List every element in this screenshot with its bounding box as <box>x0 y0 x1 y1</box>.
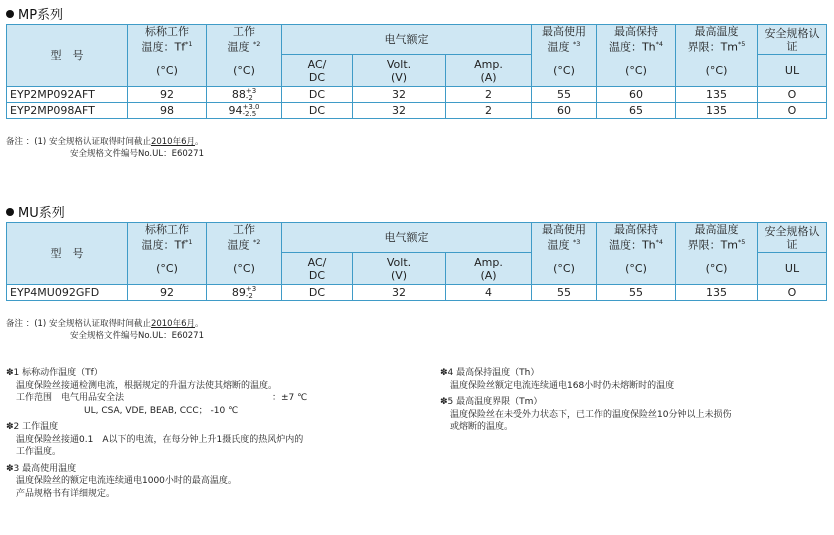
footnote-3: ✽3 最高使用温度 温度保险丝的额定电流连续通电1000小时的最高温度。 产品规格书有详细规定。 <box>6 463 237 499</box>
unit-op: (°C) <box>207 55 282 87</box>
col-rated-temp: 标称工作 温度：Tf$^{*1}$ <box>128 223 207 253</box>
cell-model: EYP2MP092AFT <box>7 87 128 103</box>
col-hold-temp: 最高保持 温度：Th$^{*4}$ <box>597 223 676 253</box>
cell-volt: 32 <box>353 285 446 301</box>
unit-rated: (°C) <box>128 253 207 285</box>
footnotes-right <box>440 367 830 434</box>
col-model: 型 号 <box>7 223 128 285</box>
col-limit-temp: 最高温度 界限：Tm$^{*5}$ <box>676 223 758 253</box>
col-safety: 安全规格认证 <box>758 223 827 253</box>
col-amp: Amp. (A) <box>446 253 532 285</box>
col-acdc: AC/ DC <box>282 55 353 87</box>
col-op-temp: 工作 温度 $^{*2}$ <box>207 25 282 55</box>
cell-amp: 4 <box>446 285 532 301</box>
col-model: 型 号 <box>7 25 128 87</box>
cell-op: 89 +3 -2 <box>207 285 282 301</box>
unit-hold: (°C) <box>597 55 676 87</box>
cell-maxuse: 60 <box>532 103 597 119</box>
mu-note: 备注 ：(1) 安全规格认证取得时间截止2010年6月。 安全规格文件编号No.UL：E60271 <box>6 319 204 341</box>
cell-amp: 2 <box>446 103 532 119</box>
footnote-5: ✽5 最高温度界限（Tm） 温度保险丝在未受外力状态下，已工作的温度保险丝10分钟以上未损伤 或熔断的温度。 <box>440 397 732 432</box>
col-max-use: 最高使用 温度 $^{*3}$ <box>532 223 597 253</box>
unit-rated: (°C) <box>128 55 207 87</box>
table-row <box>7 285 827 301</box>
cell-maxuse: 55 <box>532 87 597 103</box>
cell-acdc: DC <box>282 87 353 103</box>
footnote-2: ✽2 工作温度 温度保险丝接通0.1 A以下的电流，在每分钟上升1摄氏度的热风炉内的 工作温度。 <box>6 422 304 457</box>
unit-limit: (°C) <box>676 55 758 87</box>
mu-series-title <box>6 202 65 221</box>
cell-volt: 32 <box>353 87 446 103</box>
cell-acdc: DC <box>282 103 353 119</box>
unit-limit: (°C) <box>676 253 758 285</box>
cell-volt: 32 <box>353 103 446 119</box>
table-row <box>7 87 827 103</box>
col-op-temp: 工作 温度 $^{*2}$ <box>207 223 282 253</box>
mu-spec-table <box>6 222 827 301</box>
bullet-icon <box>6 208 14 216</box>
unit-op: (°C) <box>207 253 282 285</box>
cell-rated: 92 <box>128 285 207 301</box>
col-hold-temp: 最高保持 温度：Th$^{*4}$ <box>597 25 676 55</box>
cell-acdc: DC <box>282 285 353 301</box>
bullet-icon <box>6 10 14 18</box>
cell-hold: 55 <box>597 285 676 301</box>
unit-maxuse: (°C) <box>532 253 597 285</box>
mp-note: 备注 ：(1) 安全规格认证取得时间截止2010年6月。 安全规格文件编号No.UL：E60271 <box>6 137 204 159</box>
cell-rated: 98 <box>128 103 207 119</box>
table-row <box>7 103 827 119</box>
cell-model: EYP4MU092GFD <box>7 285 128 301</box>
col-electrical: 电气额定 <box>282 25 532 55</box>
mp-spec-table <box>6 24 827 119</box>
cell-ul: O <box>758 103 827 119</box>
cell-rated: 92 <box>128 87 207 103</box>
col-rated-temp: 标称工作 温度：Tf$^{*1}$ <box>128 25 207 55</box>
col-ul: UL <box>758 253 827 285</box>
footnote-4: ✽4 最高保持温度（Th） 温度保险丝额定电流连续通电168小时仍未熔断时的温度 <box>440 368 675 391</box>
cell-maxuse: 55 <box>532 285 597 301</box>
mu-series-label: MU系列 <box>18 206 65 221</box>
cell-op: 94 +3.0 -2.5 <box>207 103 282 119</box>
col-amp: Amp. (A) <box>446 55 532 87</box>
col-volt: Volt. (V) <box>353 55 446 87</box>
col-acdc: AC/ DC <box>282 253 353 285</box>
cell-limit: 135 <box>676 285 758 301</box>
unit-maxuse: (°C) <box>532 55 597 87</box>
cell-limit: 135 <box>676 87 758 103</box>
cell-hold: 65 <box>597 103 676 119</box>
mp-series-label: MP系列 <box>18 8 64 23</box>
footnotes-left <box>6 367 406 500</box>
col-max-use: 最高使用 温度 $^{*3}$ <box>532 25 597 55</box>
col-ul: UL <box>758 55 827 87</box>
unit-hold: (°C) <box>597 253 676 285</box>
col-safety: 安全规格认证 <box>758 25 827 55</box>
col-electrical: 电气额定 <box>282 223 532 253</box>
cell-ul: O <box>758 87 827 103</box>
cell-model: EYP2MP098AFT <box>7 103 128 119</box>
cell-limit: 135 <box>676 103 758 119</box>
footnote-1: ✽1 标称动作温度（Tf） 温度保险丝接通检测电流，根据规定的升温方法使其熔断的温度。 工作范围 电气用品安全法 ：±7 ℃ UL, CSA, VDE, BEAB, CCC； -10 ℃ <box>6 368 308 416</box>
cell-hold: 60 <box>597 87 676 103</box>
col-limit-temp: 最高温度 界限：Tm$^{*5}$ <box>676 25 758 55</box>
cell-ul: O <box>758 285 827 301</box>
cell-op: 88 +3 -2 <box>207 87 282 103</box>
cell-amp: 2 <box>446 87 532 103</box>
mp-series-title <box>6 4 63 23</box>
col-volt: Volt. (V) <box>353 253 446 285</box>
